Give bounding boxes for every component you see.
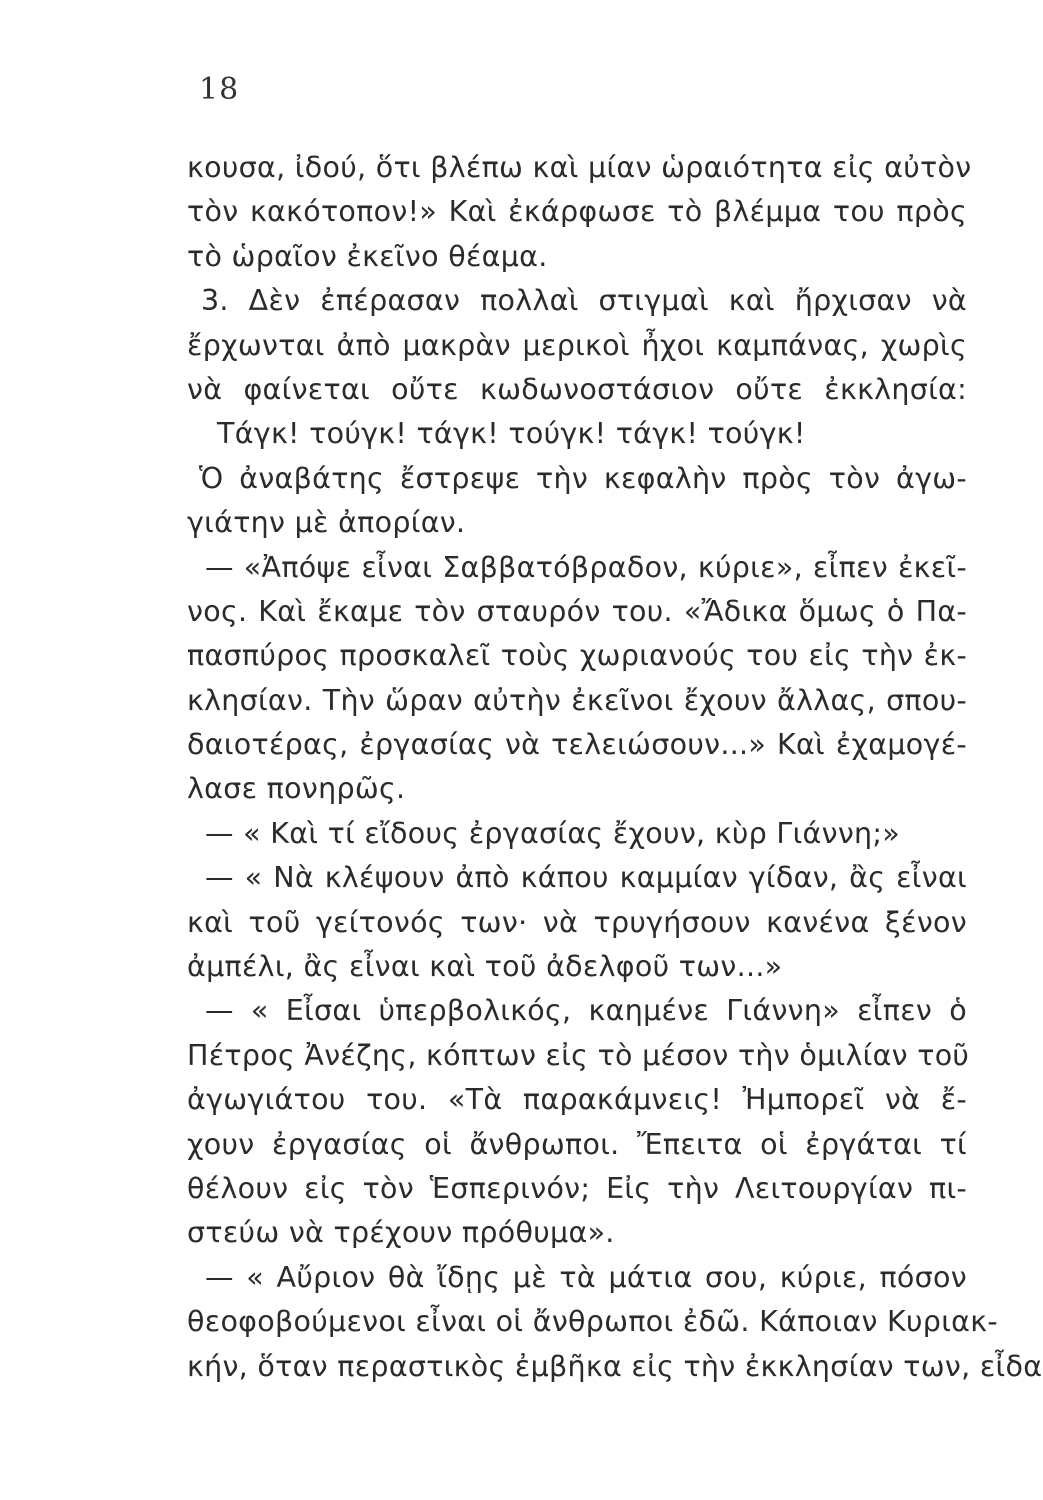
- text-line: χουν ἐργασίας οἱ ἄνθρωποι. Ἔπειτα οἱ ἐργάται τί: [187, 1127, 967, 1161]
- text-line: θεοφοβούμενοι εἶναι οἱ ἄνθρωποι ἐδῶ. Κάποιαν Κυριακ-: [187, 1305, 998, 1339]
- text-line: — «Ἀπόψε εἶναι Σαββατόβραδον, κύριε», εἶπεν ἐκεῖ-: [205, 550, 967, 584]
- text-line: — « Αὔριον θὰ ἴδῃς μὲ τὰ μάτια σου, κύριε, πόσον: [205, 1260, 967, 1294]
- text-line: γιάτην μὲ ἀπορίαν.: [187, 506, 466, 540]
- text-line: λασε πονηρῶς.: [187, 772, 406, 806]
- body-text: [187, 146, 1043, 1389]
- text-line: θέλουν εἰς τὸν Ἑσπερινόν; Εἰς τὴν Λειτουργίαν πι-: [187, 1171, 967, 1205]
- text-line: τὸν κακότοπον!» Καὶ ἐκάρφωσε τὸ βλέμμα του πρὸς: [187, 195, 967, 229]
- text-line: πασπύρος προσκαλεῖ τοὺς χωριανούς του εἰς τὴν ἐκ-: [187, 639, 967, 673]
- text-line: νος. Καὶ ἔκαμε τὸν σταυρόν του. «Ἄδικα ὅμως ὁ Πα-: [187, 594, 967, 628]
- text-line: Τάγκ! τούγκ! τάγκ! τούγκ! τάγκ! τούγκ!: [217, 417, 806, 451]
- text-line: — « Νὰ κλέψουν ἀπὸ κάπου καμμίαν γίδαν, ἂς εἶναι: [205, 861, 967, 895]
- page-number: 18: [199, 72, 240, 107]
- text-line: ἀγωγιάτου του. «Τὰ παρακάμνεις! Ἠμπορεῖ νὰ ἔ-: [187, 1083, 967, 1117]
- text-line: κλησίαν. Τὴν ὥραν αὐτὴν ἐκεῖνοι ἔχουν ἄλλας, σπου-: [187, 683, 967, 717]
- text-line: Πέτρος Ἀνέζης, κόπτων εἰς τὸ μέσον τὴν ὁμιλίαν τοῦ: [187, 1038, 970, 1072]
- text-line: Ὁ ἀναβάτης ἔστρεψε τὴν κεφαλὴν πρὸς τὸν ἀγω-: [199, 461, 967, 495]
- text-line: στεύω νὰ τρέχουν πρόθυμα».: [187, 1216, 615, 1250]
- text-line: 3. Δὲν ἐπέρασαν πολλαὶ στιγμαὶ καὶ ἤρχισαν νὰ: [201, 284, 967, 318]
- text-line: — « Καὶ τί εἴδους ἐργασίας ἔχουν, κὺρ Γιάννη;»: [205, 816, 901, 850]
- text-line: τὸ ὡραῖον ἐκεῖνο θέαμα.: [187, 239, 548, 273]
- text-line: κήν, ὅταν περαστικὸς ἐμβῆκα εἰς τὴν ἐκκλησίαν των, εἶδα: [187, 1349, 1043, 1383]
- text-line: καὶ τοῦ γείτονός των· νὰ τρυγήσουν κανένα ξένον: [187, 905, 967, 939]
- text-line: δαιοτέρας, ἐργασίας νὰ τελειώσουν...» Καὶ ἐχαμογέ-: [187, 728, 967, 762]
- text-line: — « Εἶσαι ὑπερβολικός, καημένε Γιάννη» εἶπεν ὁ: [205, 994, 967, 1028]
- text-line: νὰ φαίνεται οὔτε κωδωνοστάσιον οὔτε ἐκκλησία:: [187, 372, 967, 406]
- text-line: ἔρχωνται ἀπὸ μακρὰν μερικοὶ ἦχοι καμπάνας, χωρὶς: [187, 328, 967, 362]
- text-line: κουσα, ἰδού, ὅτι βλέπω καὶ μίαν ὡραιότητα εἰς αὐτὸν: [187, 151, 972, 184]
- text-line: ἀμπέλι, ἂς εἶναι καὶ τοῦ ἀδελφοῦ των...»: [187, 950, 783, 984]
